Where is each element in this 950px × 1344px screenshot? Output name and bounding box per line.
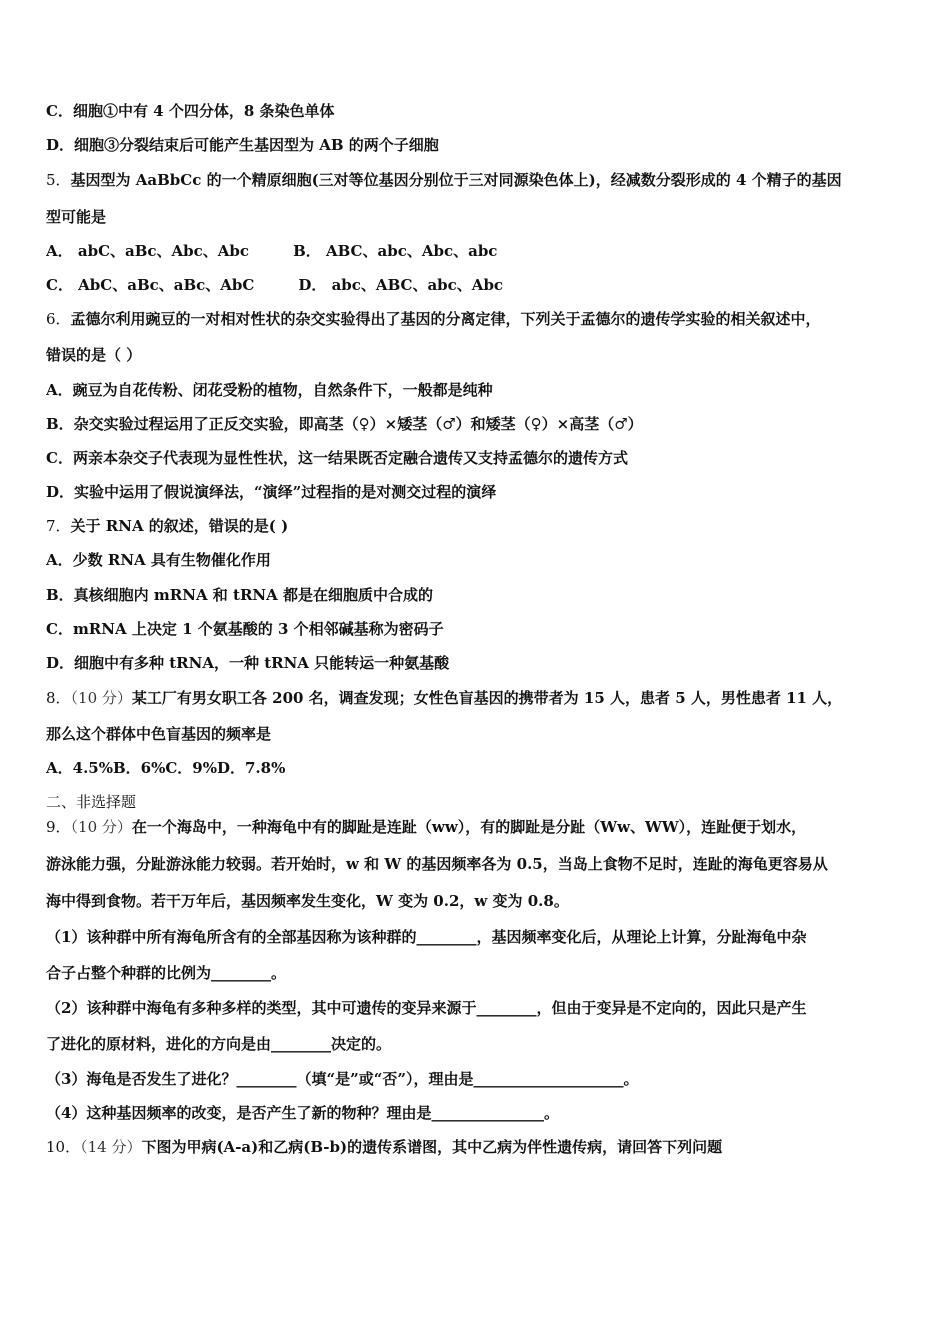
- q8-stem-line1: [46, 688, 906, 708]
- q5-stem-line1: [46, 170, 906, 190]
- q7-option-b: B．真核细胞内 mRNA 和 tRNA 都是在细胞质中合成的: [46, 586, 433, 604]
- q9-sub2-line1: （2）该种群中海龟有多种多样的类型，其中可遗传的变异来源于________，但由于变异是不定向的，因此只是产生: [46, 999, 807, 1017]
- q9-stem-text: 在一个海岛中，一种海龟中有的脚趾是连趾（ww），有的脚趾是分趾（Ww、WW），连趾便于划水，: [131, 818, 807, 836]
- q8-options: A．4.5%B．6%C．9%D．7.8%: [46, 759, 286, 777]
- q5-options-row2: [46, 275, 906, 295]
- q6-option-a: A．豌豆为自花传粉、闭花受粉的植物，自然条件下，一般都是纯种: [46, 381, 493, 399]
- q8-number: 8．: [46, 689, 71, 707]
- q5-stem-line2: 型可能是: [46, 208, 107, 226]
- q10-number: 10．: [46, 1138, 81, 1156]
- section-heading: 二、非选择题: [46, 793, 137, 811]
- q9-number: 9．: [46, 818, 71, 836]
- q8-stem-line2: 那么这个群体中色盲基因的频率是: [46, 725, 272, 743]
- q6-number: 6．: [46, 310, 71, 328]
- q5-number: 5．: [46, 171, 71, 189]
- q7-stem-text: 关于 RNA 的叙述，错误的是( ): [70, 517, 289, 535]
- q10-stem-text: 下图为甲病(A-a)和乙病(B-b)的遗传系谱图，其中乙病为伴性遗传病，请回答下列问题: [141, 1138, 723, 1156]
- q9-stem-line3: 海中得到食物。若干万年后，基因频率发生变化，W 变为 0.2，w 变为 0.8。: [46, 892, 569, 910]
- q8-points: （10 分）: [70, 689, 132, 707]
- q9-stem-line2: 游泳能力强，分趾游泳能力较弱。若开始时，w 和 W 的基因频率各为 0.5，当岛上食物不足时，连趾的海龟更容易从: [46, 855, 828, 873]
- q5-option-a: A． abC、aBc、Abc、Abc: [46, 242, 250, 260]
- q9-sub2-line2: 了进化的原材料，进化的方向是由________决定的。: [46, 1035, 392, 1053]
- q9-sub4: （4）这种基因频率的改变，是否产生了新的物种？理由是_______________。: [46, 1104, 559, 1122]
- q4-option-d: D．细胞③分裂结束后可能产生基因型为 AB 的两个子细胞: [46, 136, 439, 154]
- q5-option-b: B． ABC、abc、Abc、abc: [293, 242, 498, 260]
- q5-option-c: C． AbC、aBc、aBc、AbC: [46, 276, 255, 294]
- q5-stem-text: 基因型为 AaBbCc 的一个精原细胞(三对等位基因分别位于三对同源染色体上)，经减数分裂形成的 4 个精子的基因: [70, 171, 842, 189]
- q6-option-b: B．杂交实验过程运用了正反交实验，即高茎（♀）×矮茎（♂）和矮茎（♀）×高茎（♂）: [46, 415, 643, 433]
- q9-sub1-line1: （1）该种群中所有海龟所含有的全部基因称为该种群的________，基因频率变化后，从理论上计算，分趾海龟中杂: [46, 928, 807, 946]
- q7-option-c: C．mRNA 上决定 1 个氨基酸的 3 个相邻碱基称为密码子: [46, 620, 444, 638]
- q7-option-a: A．少数 RNA 具有生物催化作用: [46, 551, 271, 569]
- q9-points: （10 分）: [70, 818, 132, 836]
- q7-stem: [46, 516, 906, 536]
- q7-option-d: D．细胞中有多种 tRNA，一种 tRNA 只能转运一种氨基酸: [46, 654, 450, 672]
- q8-stem-text: 某工厂有男女职工各 200 名，调查发现；女性色盲基因的携带者为 15 人，患者 5 人，男性患者 11 人，: [131, 689, 843, 707]
- q6-option-c: C．两亲本杂交子代表现为显性性状，这一结果既否定融合遗传又支持孟德尔的遗传方式: [46, 449, 628, 467]
- q9-sub1-line2: 合子占整个种群的比例为________。: [46, 964, 287, 982]
- q7-number: 7．: [46, 517, 71, 535]
- q6-stem-text: 孟德尔利用豌豆的一对相对性状的杂交实验得出了基因的分离定律，下列关于孟德尔的遗传学实验的相关叙述中，: [70, 310, 821, 328]
- q10-stem: [46, 1137, 906, 1157]
- q6-option-d: D．实验中运用了假说演绎法，“演绎”过程指的是对测交过程的演绎: [46, 483, 497, 501]
- q4-option-c: C．细胞①中有 4 个四分体，8 条染色单体: [46, 102, 335, 120]
- q5-option-d: D． abc、ABC、abc、Abc: [298, 276, 504, 294]
- q10-points: （14 分）: [80, 1138, 142, 1156]
- q5-options-row1: [46, 241, 906, 261]
- q9-sub3: （3）海龟是否发生了进化？________（填“是”或“否”），理由是____________________。: [46, 1070, 639, 1088]
- q6-stem-line2: 错误的是（ ）: [46, 346, 142, 364]
- q9-stem-line1: [46, 817, 906, 837]
- q6-stem-line1: [46, 309, 906, 329]
